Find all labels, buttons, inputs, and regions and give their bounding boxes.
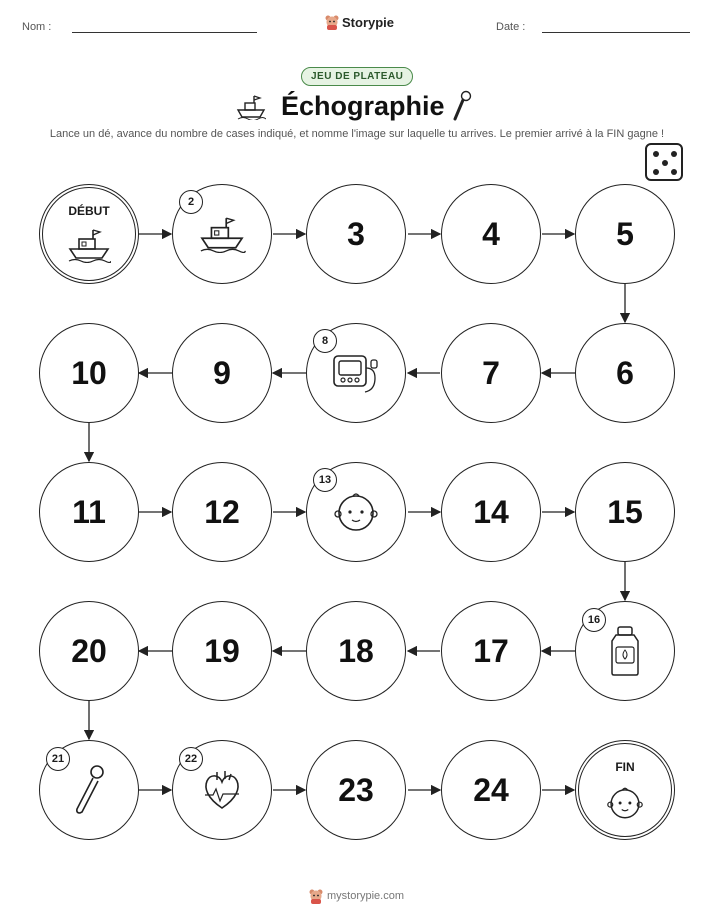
board-cell-7: [441, 323, 541, 423]
page-title: Échographie: [281, 91, 445, 121]
cell-number-badge: 22: [179, 747, 203, 771]
instructions-text: Lance un dé, avance du nombre de cases indiqué, et nomme l'image sur laquelle tu arrives. Le premier arrivé à la FIN gagne !: [49, 128, 665, 140]
board-cell-5: [575, 184, 675, 284]
cell-number-badge: 13: [313, 468, 337, 492]
cell-number: 14: [473, 493, 509, 530]
board-cell-end: [575, 740, 675, 840]
gel-bottle-icon: [608, 625, 642, 677]
date-label: Date :: [496, 21, 526, 33]
footer-url: mystorypie.com: [327, 890, 405, 902]
name-label: Nom :: [22, 21, 52, 33]
board-cell-19: [172, 601, 272, 701]
cell-number: 23: [338, 771, 374, 808]
start-label: DÉBUT: [68, 204, 110, 218]
boat-icon: [198, 215, 246, 253]
cell-number: 4: [482, 215, 500, 252]
end-label: FIN: [615, 760, 635, 774]
board-cell-6: [575, 323, 675, 423]
cell-number: 5: [616, 215, 634, 252]
brand-name: Storypie: [342, 14, 395, 30]
board-cell-18: [306, 601, 406, 701]
cell-number: 7: [482, 354, 500, 391]
footer-site: [309, 888, 404, 904]
baby-face-icon: [333, 490, 379, 534]
cell-number: 3: [347, 215, 365, 252]
board-cell-4: [441, 184, 541, 284]
game-type-tag: JEU DE PLATEAU: [301, 67, 413, 86]
board-cell-23: [306, 740, 406, 840]
cell-number-badge: 8: [313, 329, 337, 353]
cell-number: 11: [72, 493, 106, 530]
baby-face-icon: [606, 785, 644, 821]
cell-number: 6: [616, 354, 634, 391]
cell-number: 18: [338, 632, 374, 669]
board-cell-24: [441, 740, 541, 840]
cell-number: 20: [71, 632, 107, 669]
cell-number: 10: [71, 354, 107, 391]
board-cell-12: [172, 462, 272, 562]
bear-logo-icon: [309, 888, 323, 904]
board-cell-10: [39, 323, 139, 423]
cell-number-badge: 21: [46, 747, 70, 771]
cell-number: 12: [204, 493, 240, 530]
board-cell-3: [306, 184, 406, 284]
board-cell-20: [39, 601, 139, 701]
cell-number: 19: [204, 632, 240, 669]
ultrasound-probe-icon: [69, 763, 109, 817]
cell-number: 9: [213, 354, 231, 391]
board-cell-11: [39, 462, 139, 562]
cell-number: 15: [607, 493, 643, 530]
board-cell-17: [441, 601, 541, 701]
cell-number-badge: 2: [179, 190, 203, 214]
cell-number: 17: [473, 632, 509, 669]
boat-icon: [67, 227, 111, 263]
board-cell-start: [39, 184, 139, 284]
ultrasound-machine-icon: [331, 350, 381, 396]
cell-number: 24: [473, 771, 509, 808]
heart-icon: [201, 768, 243, 812]
board-cell-14: [441, 462, 541, 562]
cell-number-badge: 16: [582, 608, 606, 632]
board-cell-9: [172, 323, 272, 423]
board-cell-15: [575, 462, 675, 562]
